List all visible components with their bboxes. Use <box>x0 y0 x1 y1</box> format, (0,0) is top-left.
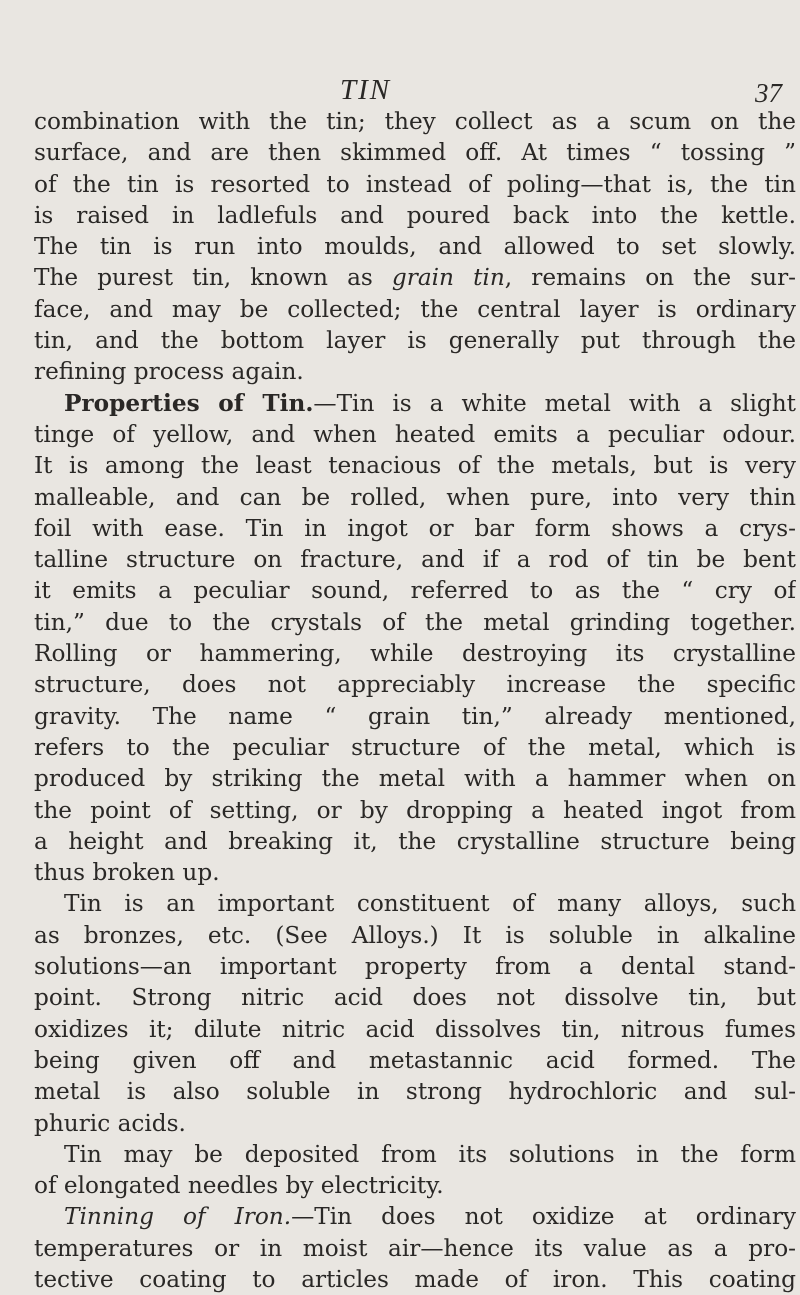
text-line: refers to the peculiar structure of the metal, which is <box>34 733 796 761</box>
section-heading-tinning: Tinning of Iron. <box>64 1203 292 1231</box>
text-run: , remains on the sur- <box>504 264 796 292</box>
text-line: face, and may be collected; the central layer is ordinary <box>34 295 796 323</box>
paragraph-tinning <box>34 1201 796 1295</box>
text-line: It is among the least tenacious of the metals, but is very <box>34 452 796 480</box>
running-title: TIN <box>340 74 392 106</box>
paragraph-properties <box>34 388 796 889</box>
text-line: point. Strong nitric acid does not dissolve tin, but <box>34 984 796 1012</box>
text-line: The tin is run into moulds, and allowed to set slowly. <box>34 233 796 261</box>
text-line: oxidizes it; dilute nitric acid dissolves tin, nitrous fumes <box>34 1015 796 1043</box>
running-head <box>0 74 800 108</box>
text-line: is raised in ladlefuls and poured back into the kettle. <box>34 201 796 229</box>
text-line <box>34 1201 796 1232</box>
text-line: tective coating to articles made of iron. This coating <box>34 1265 796 1293</box>
text-line: surface, and are then skimmed off. At times “ tossing ” <box>34 139 796 167</box>
text-run: —Tin is a white metal with a slight <box>313 389 796 417</box>
paragraph-deposition <box>34 1139 796 1202</box>
text-line: produced by striking the metal with a hammer when on <box>34 765 796 793</box>
text-run: The purest tin, known as <box>34 264 392 292</box>
paragraph-alloys <box>34 888 796 1138</box>
text-line: tin, and the bottom layer is generally put through the <box>34 327 796 355</box>
text-line: as bronzes, etc. (See Alloys.) It is soluble in alkaline <box>34 921 796 949</box>
paragraph-refining <box>34 106 796 388</box>
text-line <box>34 262 796 293</box>
section-heading-properties: Properties of Tin. <box>64 389 314 417</box>
text-line: Tin is an important constituent of many alloys, such <box>64 890 796 918</box>
text-line: temperatures or in moist air—hence its value as a pro- <box>34 1234 796 1262</box>
text-run: —Tin does not oxidize at ordinary <box>291 1203 796 1231</box>
text-line: foil with ease. Tin in ingot or bar form shows a crys- <box>34 514 796 542</box>
text-line: of the tin is resorted to instead of poling—that is, the tin <box>34 170 796 198</box>
text-line: gravity. The name “ grain tin,” already mentioned, <box>34 702 796 730</box>
text-line: structure, does not appreciably increase the specific <box>34 671 796 699</box>
text-line: thus broken up. <box>34 859 220 887</box>
text-line: a height and breaking it, the crystalline structure being <box>34 827 796 855</box>
text-line: tinge of yellow, and when heated emits a peculiar odour. <box>34 420 796 448</box>
text-line: Rolling or hammering, while destroying its crystalline <box>34 640 796 668</box>
text-line: the point of setting, or by dropping a heated ingot from <box>34 796 796 824</box>
text-line: refining process again. <box>34 358 304 386</box>
text-line: talline structure on fracture, and if a rod of tin be bent <box>34 546 796 574</box>
text-line: combination with the tin; they collect as a scum on the <box>34 108 796 135</box>
italic-term-grain-tin: grain tin <box>391 264 505 292</box>
text-line <box>34 388 796 419</box>
text-line: solutions—an important property from a dental stand- <box>34 953 796 981</box>
text-line: being given off and metastannic acid formed. The <box>34 1046 796 1074</box>
page-number: 37 <box>755 78 782 108</box>
text-line: phuric acids. <box>34 1109 186 1137</box>
text-line: of elongated needles by electricity. <box>34 1172 444 1200</box>
body-text <box>34 106 796 1295</box>
text-line: Tin may be deposited from its solutions in the form <box>64 1140 796 1168</box>
text-line: malleable, and can be rolled, when pure, into very thin <box>34 483 796 511</box>
text-line: tin,” due to the crystals of the metal grinding together. <box>34 608 796 636</box>
text-line: it emits a peculiar sound, referred to as the “ cry of <box>34 577 796 605</box>
text-line: metal is also soluble in strong hydrochloric and sul- <box>34 1078 796 1106</box>
